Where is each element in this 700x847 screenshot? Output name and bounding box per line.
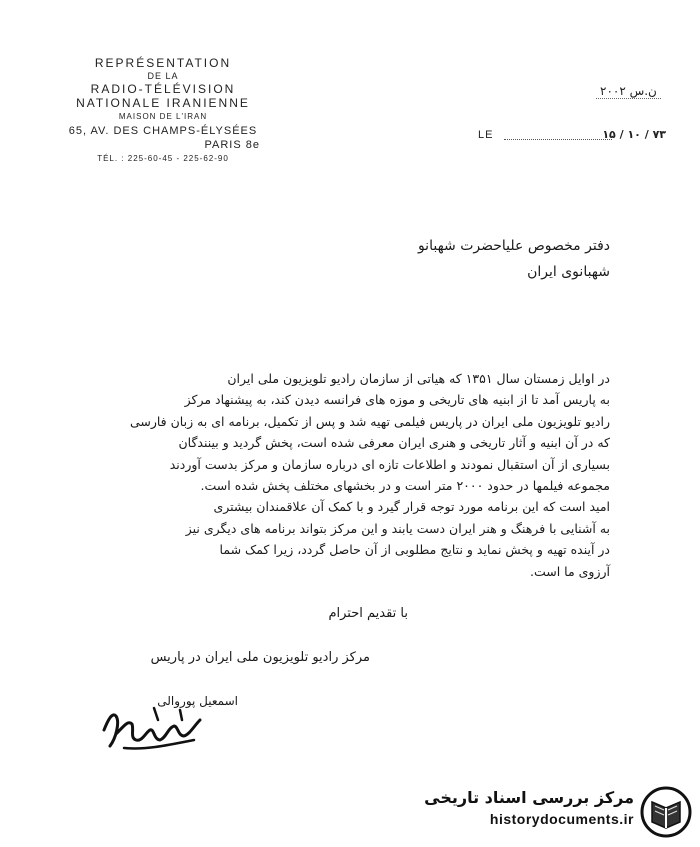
closing-salutation: با تقدیم احترام xyxy=(328,606,408,621)
body-line: به پاریس آمد تا از ابنیه های تاریخی و موزه های فرانسه دیدن کند، به پیشنهاد مرکز xyxy=(184,392,610,408)
date-dotted-line xyxy=(504,139,612,140)
watermark-url: historydocuments.ir xyxy=(489,811,634,827)
body-line: که در آن ابنیه و آثار تاریخی و هنری ایران معرفی شده است، پخش گردید و بینندگان xyxy=(178,435,610,451)
watermark-text xyxy=(424,788,634,827)
body-line: به آشنایی با فرهنگ و هنر ایران دست یابند و این مرکز بتواند برنامه های دیگری نیز xyxy=(185,520,610,536)
body-line: بسیاری از آن استقبال نمودند و اطلاعات تازه ای درباره سازمان و مرکز بدست آوردند xyxy=(169,456,610,472)
archive-watermark xyxy=(404,784,694,840)
recipient-block xyxy=(418,233,610,285)
watermark-title: مرکز بررسی اسناد تاریخی xyxy=(424,788,634,807)
date-row xyxy=(478,128,670,144)
date-value: ۷۳ / ۱۰ / ۱۵ xyxy=(602,128,666,141)
handwritten-signature xyxy=(94,690,214,760)
letterhead-line-3: RADIO-TÉLÉVISION xyxy=(90,82,236,96)
body-line: در اوایل زمستان سال ۱۳۵۱ که هیاتی از سازمان رادیو تلویزیون ملی ایران xyxy=(227,371,610,386)
recipient-line-2: شهبانوی ایران xyxy=(527,264,610,280)
archive-book-icon xyxy=(640,786,692,838)
letterhead xyxy=(58,56,268,166)
letterhead-city: PARIS 8e xyxy=(204,139,260,151)
letterhead-phone: TÉL. : 225-60-45 - 225-62-90 xyxy=(97,154,229,163)
letterhead-address: 65, AV. DES CHAMPS-ÉLYSÉES xyxy=(68,125,258,137)
letter-body xyxy=(100,368,610,582)
recipient-line-1: دفتر مخصوص علیاحضرت شهبانو xyxy=(417,238,610,254)
letterhead-line-4: NATIONALE IRANIENNE xyxy=(76,96,250,110)
letterhead-line-1: REPRÉSENTATION xyxy=(94,56,232,70)
signer-name: اسمعیل پوروالی xyxy=(157,694,238,708)
reference-number: ن.س ۲۰۰۲ xyxy=(596,84,661,99)
body-line: در آینده تهیه و پخش نماید و نتایج مطلوبی از آن حاصل گردد، زیرا کمک شما xyxy=(219,542,610,558)
body-line: امید است که این برنامه مورد توجه قرار گیرد و با کمک آن علاقمندان بیشتری xyxy=(213,499,610,515)
body-line: مجموعه فیلمها در حدود ۲۰۰۰ متر است و در بخشهای مختلف پخش شده است. xyxy=(200,478,610,494)
letterhead-line-5: MAISON DE L'IRAN xyxy=(118,112,208,121)
body-line: رادیو تلویزیون ملی ایران در پاریس فیلمی تهیه شد و پس از تکمیل، برنامه ای به زبان فارسی xyxy=(129,413,610,429)
date-prefix: LE xyxy=(478,129,494,141)
sender-organization: مرکز رادیو تلویزیون ملی ایران در پاریس xyxy=(150,650,370,665)
body-line: آرزوی ما است. xyxy=(529,563,610,579)
letterhead-line-2: DE LA xyxy=(147,71,179,81)
